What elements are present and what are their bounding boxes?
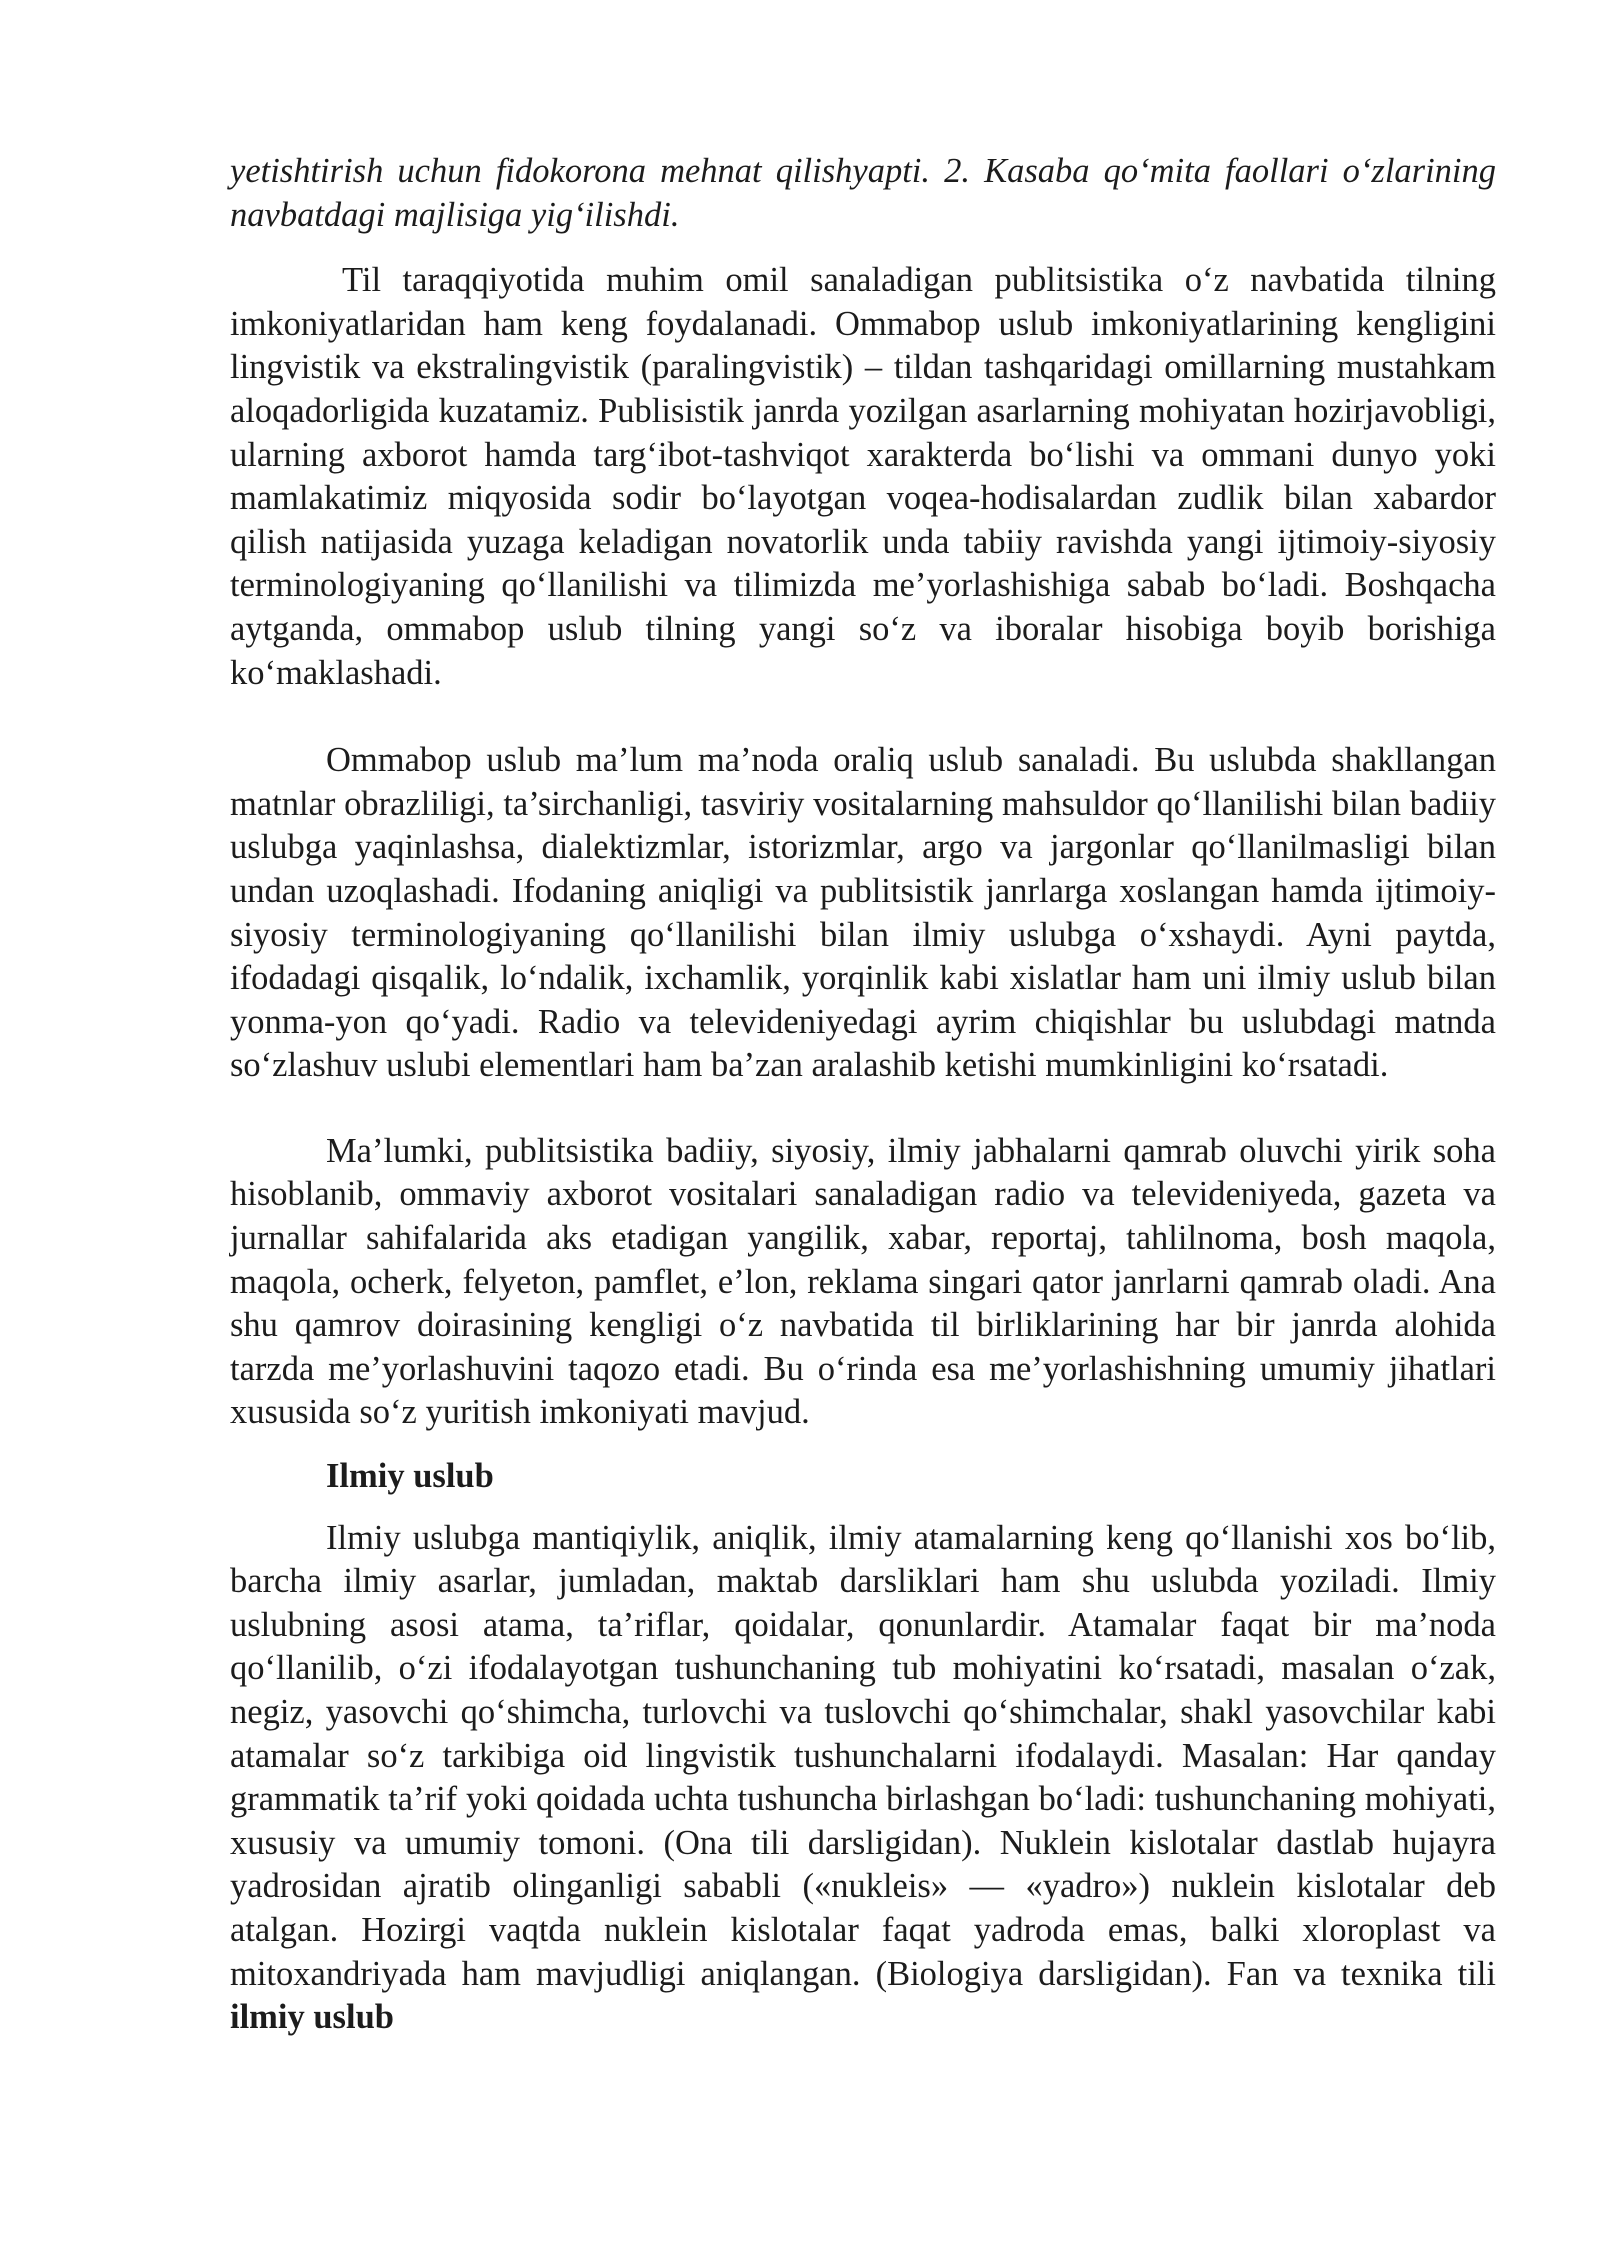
document-page xyxy=(230,150,1496,2040)
paragraph-ilmiy-uslub-text: Ilmiy uslubga mantiqiylik, aniqlik, ilmiy atamalarning keng qo‘llanishi xos bo‘lib, barcha ilmiy asarlar, jumladan, maktab darsliklari ham shu uslubda yoziladi. Ilmiy uslubning asosi atama, ta’riflar, qoidalar, qonunlardir. Atamalar faqat bir ma’noda qo‘llanilib, o‘zi ifodalayotgan tushunchaning tub mohiyatini ko‘rsatadi, masalan o‘zak, negiz, yasovchi qo‘shimcha, turlovchi va tuslovchi qo‘shimchalar, shakl yasovchilar kabi atamalar so‘z tarkibiga oid lingvistik tushunchalarni ifodalaydi. Masalan: Har qanday grammatik ta’rif yoki qoidada uchta tushuncha birlashgan bo‘ladi: tushunchaning mohiyati, xususiy va umumiy tomoni. (Ona tili darsligidan). Nuklein kislotalar dastlab hujayra yadrosidan ajratib olinganligi sababli («nukleis» — «yadro») nuklein kislotalar deb atalgan. Hozirgi vaqtda nuklein kislotalar faqat yadroda emas, balki xloroplast va mitoxandriyada ham mavjudligi aniqlangan. (Biologiya darsligidan). Fan va texnika tili xyxy=(230,1518,1496,1993)
paragraph-publitsistika: Til taraqqiyotida muhim omil sanaladigan publitsistika o‘z navbatida tilning imkoniyatlaridan ham keng foydalanadi. Ommabop uslub imkoniyatlarining kengligini lingvistik va ekstralingvistik (paralingvistik) – tildan tashqaridagi omillarning mustahkam aloqadorligida kuzatamiz. Publisistik janrda yozilgan asarlarning mohiyatan hozirjavobligi, ularning axborot hamda targ‘ibot-tashviqot xarakterda bo‘lishi va ommani dunyo yoki mamlakatimiz miqyosida sodir bo‘layotgan voqea-hodisalardan zudlik bilan xabardor qilish natijasida yuzaga keladigan novatorlik unda tabiiy ravishda yangi ijtimoiy-siyosiy terminologiyaning qo‘llanilishi va tilimizda me’yorlashishiga sabab bo‘ladi. Boshqacha aytganda, ommabop uslub tilning yangi so‘z va iboralar hisobiga boyib borishiga ko‘maklashadi. xyxy=(230,261,1496,692)
paragraph-malumki: Ma’lumki, publitsistika badiiy, siyosiy, ilmiy jabhalarni qamrab oluvchi yirik soha hisoblanib, ommaviy axborot vositalari sanaladigan radio va televideniyeda, gazeta va jurnallar sahifalarida aks etadigan yangilik, xabar, reportaj, tahlilnoma, bosh maqola, maqola, ocherk, felyeton, pamflet, e’lon, reklama singari qator janrlarni qamrab oladi. Ana shu qamrov doirasining kengligi o‘z navbatida til birliklarining har bir janrda alohida tarzda me’yorlashuvini taqozo etadi. Bu o‘rinda esa me’yorlashishning umumiy jihatlari xususida so‘z yuritish imkoniyati mavjud. xyxy=(230,1131,1496,1432)
paragraph-ommabop-uslub: Ommabop uslub ma’lum ma’noda oraliq uslub sanaladi. Bu uslubda shakllangan matnlar obrazliligi, ta’sirchanligi, tasviriy vositalarning mahsuldor qo‘llanilishi bilan badiiy uslubga yaqinlashsa, dialektizmlar, istorizmlar, argo va jargonlar qo‘llanilmasligi bilan undan uzoqlashadi. Ifodaning aniqligi va publitsistik janrlarga xoslangan hamda ijtimoiy-siyosiy terminologiyaning qo‘llanilishi bilan ilmiy uslubga o‘xshaydi. Ayni paytda, ifodadagi qisqalik, lo‘ndalik, ixchamlik, yorqinlik kabi xislatlar ham uni ilmiy uslub bilan yonma-yon qo‘yadi. Radio va televideniyedagi ayrim chiqishlar bu uslubdagi matnda so‘zlashuv uslubi elementlari ham ba’zan aralashib ketishi mumkinligini ko‘rsatadi. xyxy=(230,741,1496,1085)
paragraph-ilmiy-uslub xyxy=(230,1517,1496,2040)
example-sentences: yetishtirish uchun fidokorona mehnat qilishyapti. 2. Kasaba qo‘mita faollari o‘zlarining navbatdagi majlisiga yig‘ilishdi. xyxy=(230,152,1496,234)
bold-term: ilmiy uslub xyxy=(230,1998,394,2037)
section-heading: Ilmiy uslub xyxy=(326,1457,494,1496)
